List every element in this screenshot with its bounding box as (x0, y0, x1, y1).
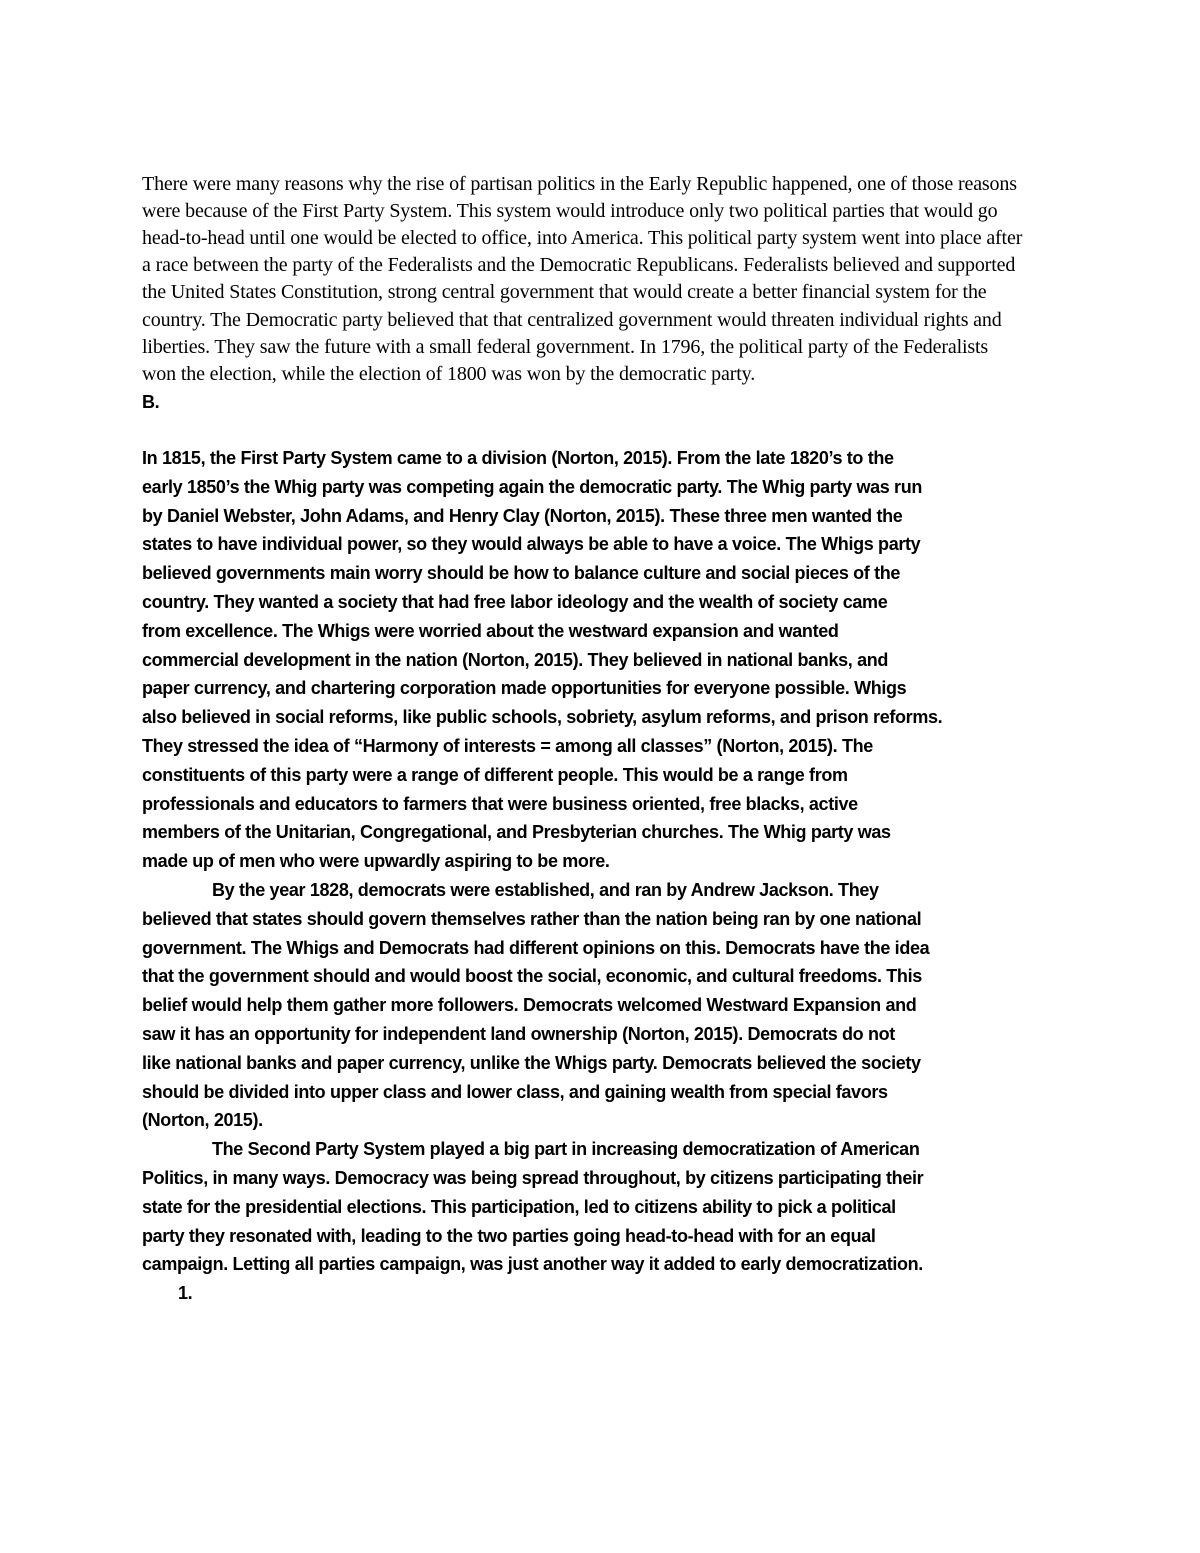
para3-line: that the government should and would boost the social, economic, and cultural freedoms. This (142, 966, 922, 986)
section-label: B. (142, 392, 160, 412)
para2-line: believed governments main worry should be how to balance culture and social pieces of the (142, 563, 901, 583)
para3-line: By the year 1828, democrats were established, and ran by Andrew Jackson. They (212, 880, 879, 900)
para1-line: a race between the party of the Federalists and the Democratic Republicans. Federalists believed and supported (142, 254, 1016, 276)
para1-line: country. The Democratic party believed that that centralized government would threaten individual rights and (142, 309, 1002, 331)
para3-line: like national banks and paper currency, unlike the Whigs party. Democrats believed the society (142, 1053, 921, 1073)
para2-line: early 1850’s the Whig party was competing again the democratic party. The Whig party was run (142, 477, 923, 497)
para2-line: made up of men who were upwardly aspiring to be more. (142, 851, 610, 871)
para4-line: campaign. Letting all parties campaign, was just another way it added to early democratization. (142, 1254, 923, 1274)
para3-line: should be divided into upper class and lower class, and gaining wealth from special favors (142, 1082, 888, 1102)
para3-line: believed that states should govern themselves rather than the nation being ran by one national (142, 909, 922, 929)
para2-line: In 1815, the First Party System came to a division (Norton, 2015). From the late 1820’s to the (142, 448, 894, 468)
para1-line: the United States Constitution, strong central government that would create a better financial system for the (142, 281, 987, 303)
para2-line: commercial development in the nation (Norton, 2015). They believed in national banks, and (142, 650, 889, 670)
para3-line: government. The Whigs and Democrats had different opinions on this. Democrats have the idea (142, 938, 930, 958)
para4-line: party they resonated with, leading to the two parties going head-to-head with for an equal (142, 1226, 876, 1246)
para1-line: won the election, while the election of 1800 was won by the democratic party. (142, 363, 756, 385)
para1-line: There were many reasons why the rise of partisan politics in the Early Republic happened, one of those reasons (142, 173, 1017, 195)
para1-line: were because of the First Party System. This system would introduce only two political parties that would go (142, 200, 998, 222)
para2-line: members of the Unitarian, Congregational, and Presbyterian churches. The Whig party was (142, 822, 891, 842)
para1-line: liberties. They saw the future with a small federal government. In 1796, the political party of the Federalists (142, 336, 989, 358)
para2-line: from excellence. The Whigs were worried about the westward expansion and wanted (142, 621, 839, 641)
para4-line: Politics, in many ways. Democracy was being spread throughout, by citizens participating their (142, 1168, 924, 1188)
para2-line: country. They wanted a society that had free labor ideology and the wealth of society came (142, 592, 888, 612)
para4-line: state for the presidential elections. This participation, led to citizens ability to pick a political (142, 1197, 896, 1217)
list-marker: 1. (178, 1283, 193, 1303)
para2-line: states to have individual power, so they would always be able to have a voice. The Whigs party (142, 534, 921, 554)
para3-line: belief would help them gather more followers. Democrats welcomed Westward Expansion and (142, 995, 917, 1015)
para2-line: by Daniel Webster, John Adams, and Henry Clay (Norton, 2015). These three men wanted the (142, 506, 903, 526)
para2-line: professionals and educators to farmers that were business oriented, free blacks, active (142, 794, 858, 814)
para2-line: They stressed the idea of “Harmony of interests = among all classes” (Norton, 2015). The (142, 736, 873, 756)
para4-line: The Second Party System played a big part in increasing democratization of American (212, 1139, 920, 1159)
para3-line: (Norton, 2015). (142, 1110, 263, 1130)
para3-line: saw it has an opportunity for independent land ownership (Norton, 2015). Democrats do not (142, 1024, 895, 1044)
para1-line: head-to-head until one would be elected to office, into America. This political party system went into place after (142, 227, 1023, 249)
para2-line: paper currency, and chartering corporation made opportunities for everyone possible. Whigs (142, 678, 907, 698)
para2-line: also believed in social reforms, like public schools, sobriety, asylum reforms, and prison reforms. (142, 707, 943, 727)
para2-line: constituents of this party were a range of different people. This would be a range from (142, 765, 848, 785)
